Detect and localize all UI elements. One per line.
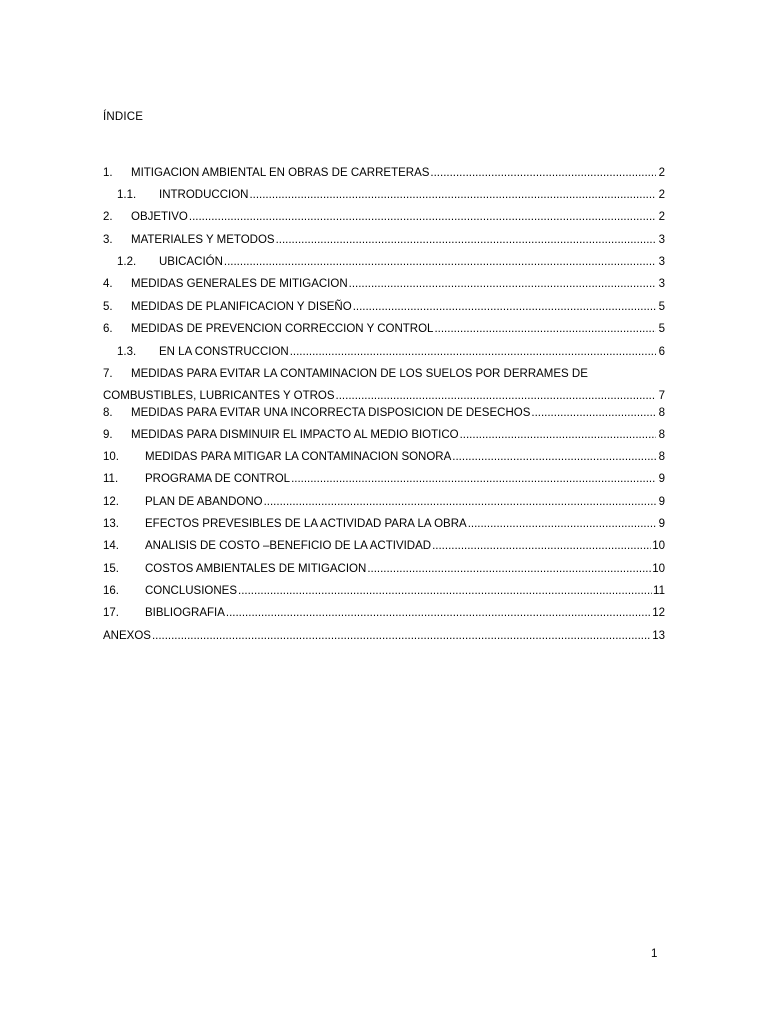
toc-entry-title-continuation: COMBUSTIBLES, LUBRICANTES Y OTROS [103, 390, 335, 402]
toc-entry-title: MEDIDAS DE PLANIFICACION Y DISEÑO [131, 301, 352, 313]
dot-leader [452, 450, 656, 464]
toc-entry-title: MEDIDAS PARA MITIGAR LA CONTAMINACION SONORA [145, 451, 452, 463]
dot-leader [460, 428, 656, 442]
toc-entry-page: 13 [652, 630, 665, 642]
toc-entry-number: 3. [103, 234, 113, 246]
toc-entry-title: MEDIDAS GENERALES DE MITIGACION [131, 278, 348, 290]
toc-entry-page: 2 [658, 211, 665, 223]
dot-leader [264, 495, 656, 509]
toc-entry-title: PLAN DE ABANDONO [145, 496, 263, 508]
dot-leader [432, 539, 651, 553]
toc-entry-title: MEDIDAS PARA EVITAR UNA INCORRECTA DISPOSICION DE DESECHOS [131, 407, 531, 419]
toc-entry-page: 10 [652, 540, 665, 552]
toc-entry [103, 584, 665, 598]
dot-leader [434, 322, 656, 336]
toc-entry-number: 8. [103, 407, 113, 419]
toc-entry-page: 5 [658, 323, 665, 335]
toc-entry-page: 5 [658, 301, 665, 313]
toc-entry-page: 8 [658, 429, 665, 441]
toc-entry-title: MEDIDAS PARA DISMINUIR EL IMPACTO AL MEDIO BIOTICO [131, 429, 459, 441]
toc-entry-page: 6 [658, 346, 665, 358]
toc-entry-number: 17. [103, 607, 119, 619]
dot-leader [290, 345, 656, 359]
toc-entry [103, 428, 665, 442]
dot-leader [468, 517, 656, 531]
toc-entry [103, 517, 665, 531]
toc-entry-page: 2 [658, 167, 665, 179]
toc-entry-page: 3 [658, 234, 665, 246]
toc-entry-page: 8 [658, 451, 665, 463]
toc-entry-page: 11 [653, 585, 665, 597]
toc-entry [103, 300, 665, 314]
toc-entry [103, 367, 665, 403]
toc-entry-page: 10 [652, 563, 665, 575]
dot-leader [367, 562, 651, 576]
toc-entry [103, 166, 665, 180]
dot-leader [349, 277, 656, 291]
toc-entry-number: 12. [103, 496, 119, 508]
toc-entry-number: 14. [103, 540, 119, 552]
dot-leader [224, 255, 656, 269]
toc-entry-page: 3 [658, 256, 665, 268]
toc-entry-number: 5. [103, 301, 113, 313]
toc-entry [103, 539, 665, 553]
toc-entry-title: MEDIDAS PARA EVITAR LA CONTAMINACION DE LOS SUELOS POR DERRAMES DE [131, 368, 588, 380]
toc-entry-number: 1.1. [117, 189, 137, 201]
dot-leader [336, 389, 656, 403]
toc-entry-number: 9. [103, 429, 113, 441]
toc-entry [103, 495, 665, 509]
toc-entry [103, 345, 665, 359]
toc-entry [103, 450, 665, 464]
toc-entry-number: 7. [103, 368, 113, 380]
toc-entry-page: 9 [658, 473, 665, 485]
dot-leader [353, 300, 656, 314]
toc-entry-title: ANEXOS [103, 630, 151, 642]
toc-entry-number: 15. [103, 563, 119, 575]
dot-leader [531, 406, 656, 420]
toc-entry-number: 16. [103, 585, 119, 597]
toc-entry [103, 255, 665, 269]
toc-entry-title: MITIGACION AMBIENTAL EN OBRAS DE CARRETERAS [131, 167, 430, 179]
toc-entry-title: MATERIALES Y METODOS [131, 234, 275, 246]
dot-leader [226, 606, 651, 620]
toc-entry-title: OBJETIVO [131, 211, 188, 223]
toc-entry-number: 1.2. [117, 256, 137, 268]
toc-entry-number: 10. [103, 451, 119, 463]
toc-entry-page: 9 [658, 496, 665, 508]
toc-entry-number: 11. [103, 473, 119, 485]
toc-entry [103, 277, 665, 291]
toc-entry-page: 2 [658, 189, 665, 201]
toc-entry [103, 472, 665, 486]
toc-entry-number: 1.3. [117, 346, 137, 358]
toc-entry [103, 406, 665, 420]
toc-entry-page: 8 [658, 407, 665, 419]
toc-entry [103, 188, 665, 202]
toc-entry-title: UBICACIÓN [159, 256, 223, 268]
dot-leader [238, 584, 652, 598]
toc-entry [103, 210, 665, 224]
toc-entry-title: CONCLUSIONES [145, 585, 238, 597]
toc-entry [103, 629, 665, 643]
toc-entry-page: 9 [658, 518, 665, 530]
toc-entry-title: MEDIDAS DE PREVENCION CORRECCION Y CONTROL [131, 323, 434, 335]
toc-entry-page: 12 [652, 607, 665, 619]
dot-leader [430, 166, 656, 180]
dot-leader [291, 472, 656, 486]
toc-entry [103, 606, 665, 620]
dot-leader [189, 210, 656, 224]
toc-entry [103, 322, 665, 336]
toc-entry-number: 4. [103, 278, 113, 290]
toc-entry-page: 3 [658, 278, 665, 290]
toc-entry-title: ANALISIS DE COSTO –BENEFICIO DE LA ACTIVIDAD [145, 540, 432, 552]
toc-entry-number: 2. [103, 211, 113, 223]
toc-entry-title: COSTOS AMBIENTALES DE MITIGACION [145, 563, 367, 575]
toc-entry-title: EFECTOS PREVESIBLES DE LA ACTIVIDAD PARA LA OBRA [145, 518, 467, 530]
toc-entry-line [103, 367, 665, 381]
toc-entry-title: EN LA CONSTRUCCION [159, 346, 289, 358]
page-number: 1 [651, 948, 658, 960]
toc-entry-page: 7 [658, 390, 665, 402]
dot-leader [276, 233, 656, 247]
toc-entry-number: 6. [103, 323, 113, 335]
toc-entry [103, 562, 665, 576]
toc-entry-number: 1. [103, 167, 113, 179]
toc-entry-number: 13. [103, 518, 119, 530]
toc-entry-title: PROGRAMA DE CONTROL [145, 473, 291, 485]
toc-entry [103, 233, 665, 247]
toc-entry-title: BIBLIOGRAFIA [145, 607, 225, 619]
dot-leader [249, 188, 656, 202]
toc-entry-title: INTRODUCCION [159, 189, 249, 201]
toc-title: ÍNDICE [103, 111, 144, 123]
dot-leader [152, 629, 651, 643]
